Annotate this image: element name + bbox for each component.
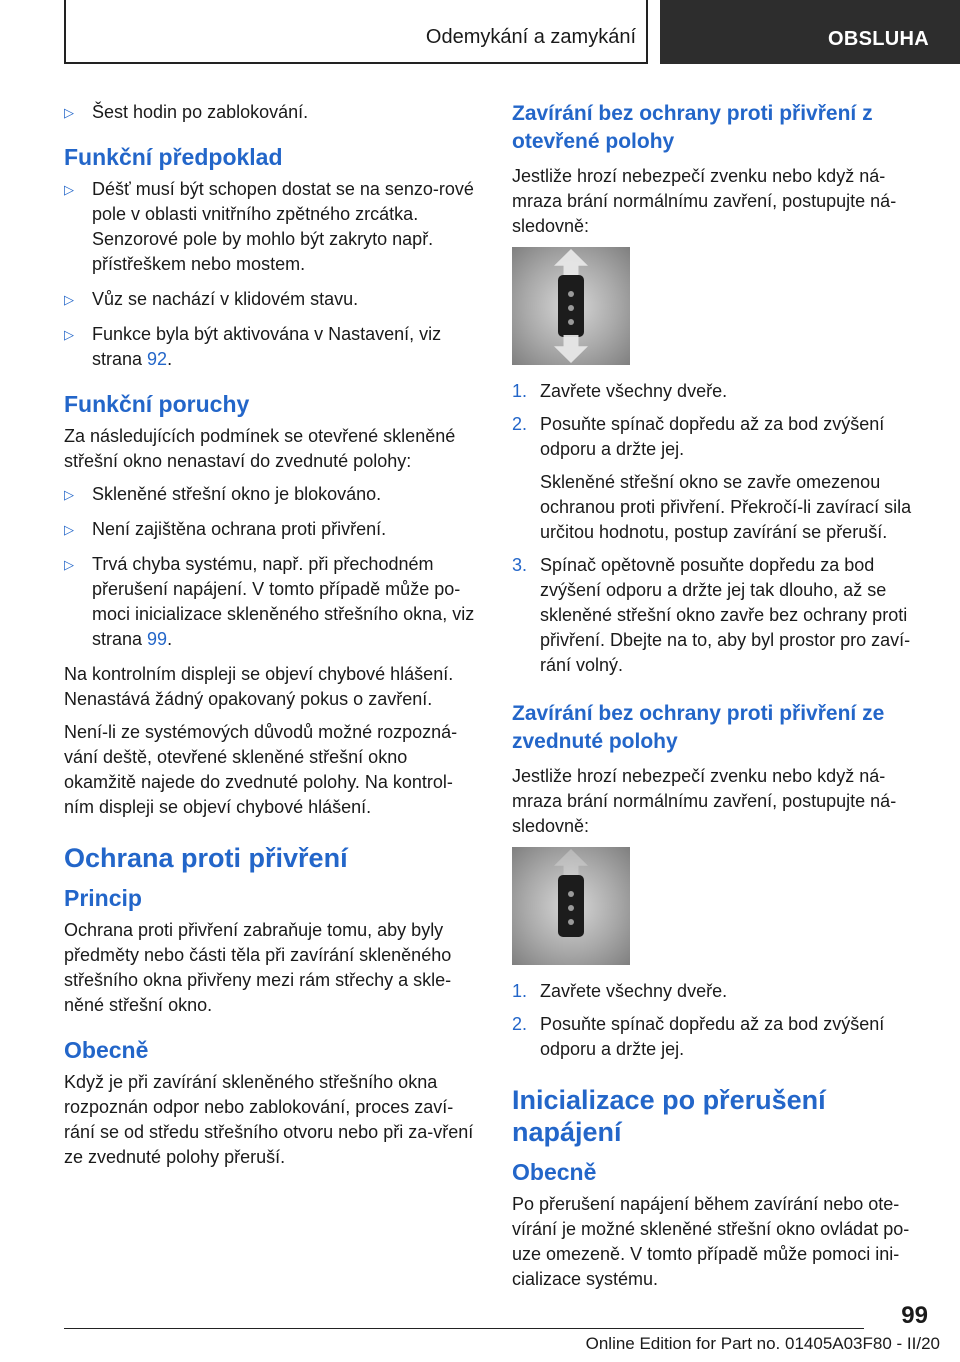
heading-obecne: Obecně bbox=[512, 1159, 597, 1185]
list-item: ▷ Šest hodin po zablokování. bbox=[64, 100, 480, 125]
triangle-right-icon: ▷ bbox=[64, 292, 74, 307]
list-item: ▷ Déšť musí být schopen dostat se na senzo-rové pole v oblasti vnitřního zpětného zrcátka. Senzorové pole by mohlo být zakryto např. přístřeškem nebo mostem. bbox=[64, 177, 480, 277]
arrow-up-icon bbox=[554, 249, 588, 277]
page-link[interactable]: 92 bbox=[147, 349, 168, 369]
page-number: 99 bbox=[901, 1302, 928, 1329]
header-chapter-tab: OBSLUHA bbox=[660, 0, 960, 64]
footer-divider bbox=[64, 1328, 864, 1329]
paragraph: Ochrana proti přivření zabraňuje tomu, aby byly předměty nebo části těla při zavírání skleněného střešního okna přivřeny mezi rám střechy a skle-něné střešní okno. bbox=[64, 920, 452, 1015]
triangle-right-icon: ▷ bbox=[64, 327, 74, 342]
paragraph: Jestliže hrozí nebezpečí zvenku nebo když ná-mraza brání normálnímu zavření, postupujte ná-sledovně: bbox=[512, 766, 897, 836]
switch-photo bbox=[512, 847, 630, 965]
list-item: ▷ Skleněné střešní okno je blokováno. bbox=[64, 482, 480, 507]
header-section-title: Odemykání a zamykání bbox=[425, 26, 636, 48]
triangle-right-icon: ▷ bbox=[64, 557, 74, 572]
heading-inicializace: Inicializace po přerušení napájení bbox=[512, 1085, 826, 1147]
heading-zavirani-ze-zvednute: Zavírání bez ochrany proti přivření ze zvednuté polohy bbox=[512, 702, 885, 753]
heading-ochrana-proti-privreni: Ochrana proti přivření bbox=[64, 843, 348, 873]
list-item: ▷ Trvá chyba systému, např. při přechodném přerušení napájení. V tomto případě může po-moci inicializace skleněného střešního okna, viz strana 99. bbox=[64, 552, 480, 652]
switch-photo bbox=[512, 247, 630, 365]
left-column bbox=[64, 100, 480, 1178]
heading-funkcni-poruchy: Funkční poruchy bbox=[64, 391, 250, 417]
right-column bbox=[512, 100, 928, 1300]
list-item: ▷ Funkce byla být aktivována v Nastavení, viz strana 92. bbox=[64, 322, 480, 372]
paragraph: Jestliže hrozí nebezpečí zvenku nebo když ná-mraza brání normálnímu zavření, postupujte ná-sledovně: bbox=[512, 166, 897, 236]
paragraph: Na kontrolním displeji se objeví chybové hlášení. Nenastává žádný opakovaný pokus o zavření. bbox=[64, 664, 454, 709]
paragraph: Když je při zavírání skleněného střešního okna rozpoznán odpor nebo zablokování, proces zaví-rání se od středu střešního otvoru nebo při za-vření ze zvednuté polohy přeruší. bbox=[64, 1072, 474, 1167]
list-item: ▷ Není zajištěna ochrana proti přivření. bbox=[64, 517, 480, 542]
triangle-right-icon: ▷ bbox=[64, 105, 74, 120]
footer-edition: Online Edition for Part no. 01405A03F80 - II/20 bbox=[585, 1334, 940, 1353]
heading-funkcni-predpoklad: Funkční předpoklad bbox=[64, 144, 283, 170]
triangle-right-icon: ▷ bbox=[64, 487, 74, 502]
list-item: 2. Posuňte spínač dopředu až za bod zvýšení odporu a držte jej. bbox=[512, 1014, 885, 1059]
page-link[interactable]: 99 bbox=[147, 629, 168, 649]
heading-princip: Princip bbox=[64, 885, 142, 911]
list-item: 1. Zavřete všechny dveře. bbox=[512, 381, 728, 401]
list-item: 2. Posuňte spínač dopředu až za bod zvýšení odporu a držte jej. Skleněné střešní okno se zavře omezenou ochranou proti přivření. Překročí-li zavírací sila určitou hodnotu, postup zavírání se přeruší. bbox=[512, 414, 912, 542]
list-item: 1. Zavřete všechny dveře. bbox=[512, 981, 728, 1001]
paragraph: Po přerušení napájení během zavírání nebo ote-vírání je možné skleněné střešní okno ovládat po-uze omezeně. V tomto případě může pomoci ini-cializace systému. bbox=[512, 1194, 910, 1289]
list-item: 3. Spínač opětovně posuňte dopředu za bod zvýšení odporu a držte jej tak dlouho, až se skleněné střešní okno zavře bez ochrany proti přivření. Dbejte na to, aby byl prostor pro zaví-rání volný. bbox=[512, 555, 911, 675]
list-item: ▷ Vůz se nachází v klidovém stavu. bbox=[64, 287, 480, 312]
heading-obecne: Obecně bbox=[64, 1037, 149, 1063]
arrow-up-icon bbox=[554, 849, 588, 877]
paragraph: Za následujících podmínek se otevřené skleněné střešní okno nenastaví do zvednuté polohy: bbox=[64, 426, 456, 471]
triangle-right-icon: ▷ bbox=[64, 522, 74, 537]
triangle-right-icon: ▷ bbox=[64, 182, 74, 197]
heading-zavirani-z-otevrene: Zavírání bez ochrany proti přivření z otevřené polohy bbox=[512, 102, 873, 153]
arrow-down-icon bbox=[554, 335, 588, 363]
paragraph: Není-li ze systémových důvodů možné rozpozná-vání deště, otevřené skleněné střešní okno okamžitě najede do zvednuté polohy. Na kontrol-ním displeji se objeví chybové hlášení. bbox=[64, 722, 458, 817]
